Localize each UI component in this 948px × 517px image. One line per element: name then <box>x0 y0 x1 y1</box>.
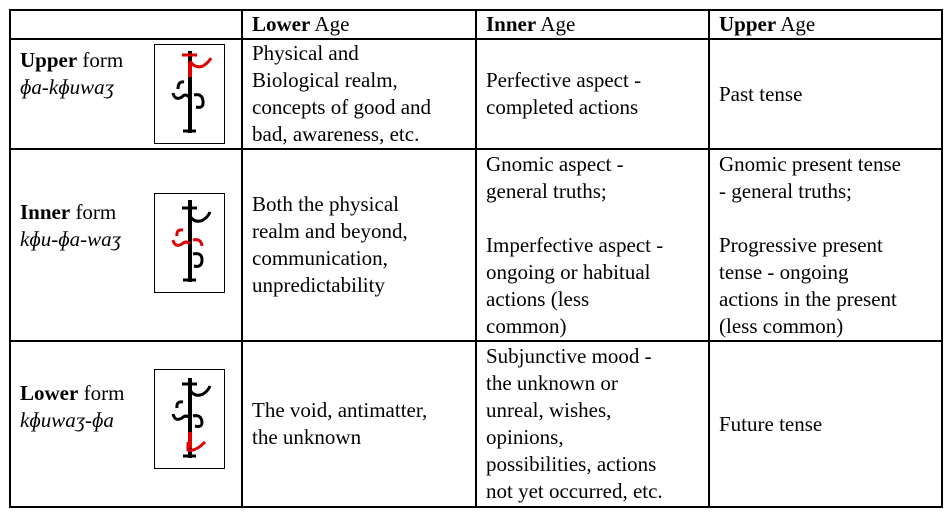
header-inner-age <box>476 10 709 39</box>
header-upper-age <box>709 10 942 39</box>
inner-form-upper-age: Gnomic present tense - general truths; Progressive present tense - ongoing actions in the present (less common) <box>709 149 942 341</box>
header-inner-rest: Age <box>536 12 576 36</box>
corner-cell <box>10 10 242 39</box>
inner-form-cell <box>10 149 242 341</box>
table-row <box>10 341 942 507</box>
age-forms-table <box>9 9 943 508</box>
upper-form-inner-age: Perfective aspect - completed actions <box>476 39 709 149</box>
header-lower-bold: Lower <box>252 12 311 36</box>
upper-form-rest: form <box>77 48 124 72</box>
header-lower-age <box>242 10 476 39</box>
lower-form-upper-age: Future tense <box>709 341 942 507</box>
lower-form-rest: form <box>78 381 125 405</box>
inner-form-glyph-icon <box>154 193 225 293</box>
inner-form-bold: Inner <box>20 200 71 224</box>
lower-form-cell <box>10 341 242 507</box>
upper-form-label <box>20 47 123 101</box>
table-row <box>10 149 942 341</box>
lower-form-lower-age: The void, antimatter, the unknown <box>242 341 476 507</box>
lower-form-word: kɸuwaʒ-ɸa <box>20 408 114 432</box>
upper-form-glyph-icon <box>154 44 225 144</box>
upper-form-word: ɸa-kɸuwaʒ <box>20 75 114 99</box>
upper-form-bold: Upper <box>20 48 78 72</box>
lower-form-inner-age: Subjunctive mood - the unknown or unreal, wishes, opinions, possibilities, actions not yet occurred, etc. <box>476 341 709 507</box>
inner-form-word: kɸu-ɸa-waʒ <box>20 227 121 251</box>
table-row <box>10 39 942 149</box>
inner-form-rest: form <box>70 200 117 224</box>
upper-form-cell <box>10 39 242 149</box>
lower-form-bold: Lower <box>20 381 79 405</box>
lower-form-label <box>20 380 124 434</box>
header-row <box>10 10 942 39</box>
header-upper-bold: Upper <box>719 12 777 36</box>
inner-form-label <box>20 199 121 253</box>
header-upper-rest: Age <box>776 12 816 36</box>
inner-form-inner-age: Gnomic aspect - general truths; Imperfective aspect - ongoing or habitual actions (less common) <box>476 149 709 341</box>
upper-form-lower-age: Physical and Biological realm, concepts of good and bad, awareness, etc. <box>242 39 476 149</box>
inner-form-lower-age: Both the physical realm and beyond, communication, unpredictability <box>242 149 476 341</box>
upper-form-upper-age: Past tense <box>709 39 942 149</box>
header-inner-bold: Inner <box>486 12 537 36</box>
header-lower-rest: Age <box>310 12 350 36</box>
lower-form-glyph-icon <box>154 369 225 469</box>
